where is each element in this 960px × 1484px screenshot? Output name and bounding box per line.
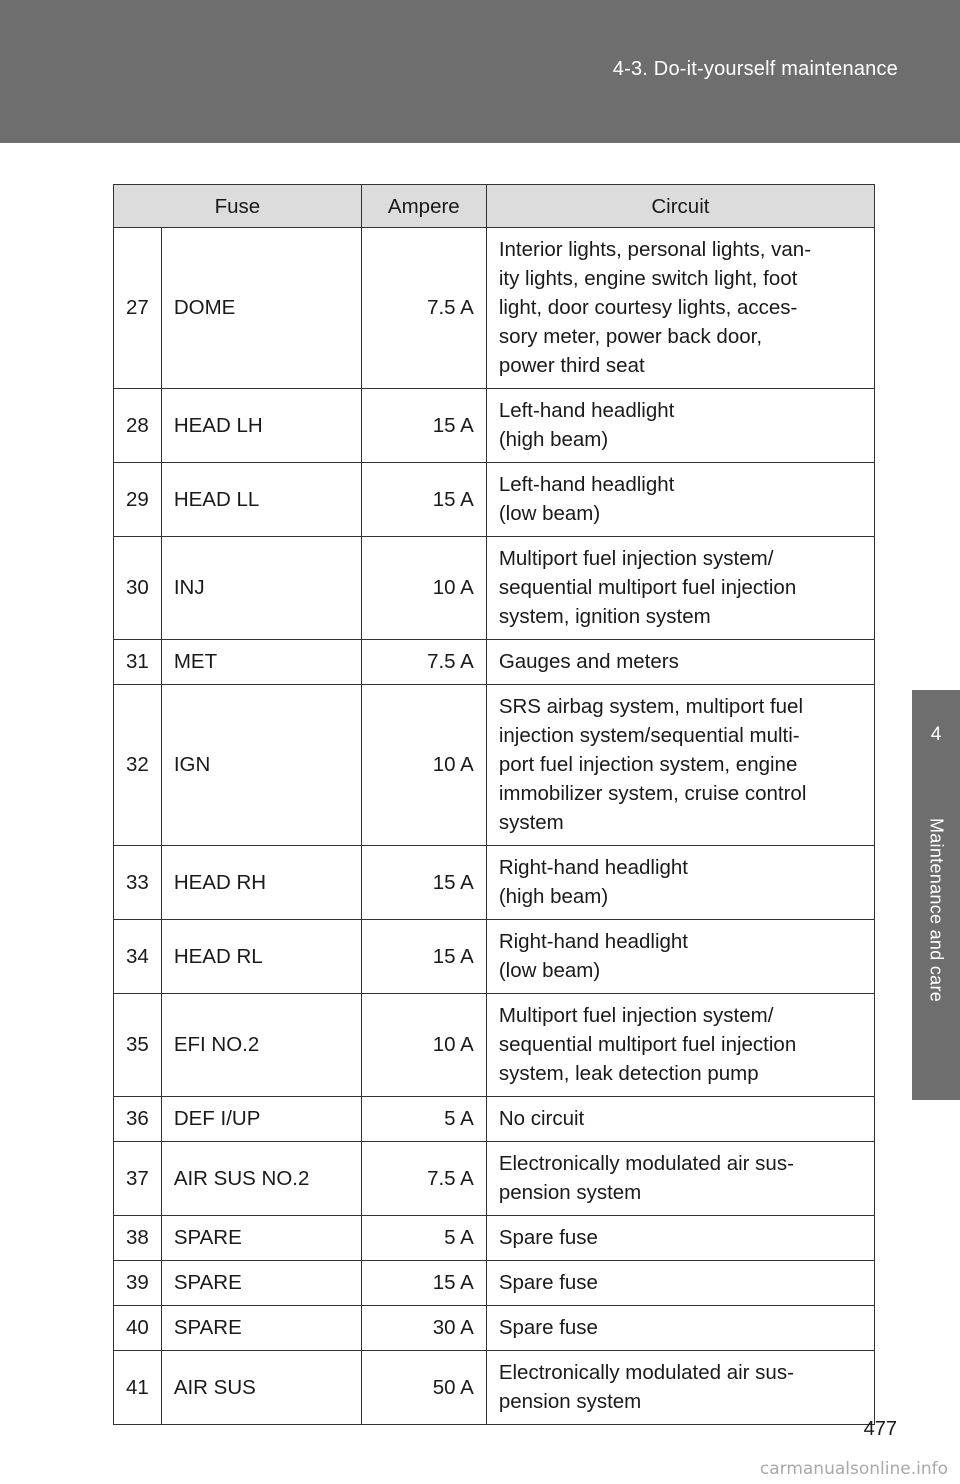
fuse-circuit: Spare fuse	[486, 1216, 874, 1261]
fuse-circuit: Electronically modulated air sus- pension system	[486, 1142, 874, 1216]
chapter-side-tab[interactable]	[912, 690, 960, 1100]
chapter-label: Maintenance and care	[926, 817, 947, 1003]
fuse-number: 33	[114, 846, 162, 920]
fuse-number: 38	[114, 1216, 162, 1261]
header-band	[0, 0, 960, 143]
fuse-ampere: 7.5 A	[361, 1142, 486, 1216]
fuse-circuit: Right-hand headlight (low beam)	[486, 920, 874, 994]
fuse-number: 34	[114, 920, 162, 994]
fuse-number: 29	[114, 463, 162, 537]
table-row	[114, 1351, 875, 1425]
fuse-number: 37	[114, 1142, 162, 1216]
fuse-ampere: 15 A	[361, 1261, 486, 1306]
table-row	[114, 463, 875, 537]
fuse-ampere: 7.5 A	[361, 228, 486, 389]
fuse-ampere: 10 A	[361, 994, 486, 1097]
fuse-circuit: Spare fuse	[486, 1261, 874, 1306]
chapter-number: 4	[930, 724, 942, 745]
table-row	[114, 1306, 875, 1351]
table-row	[114, 537, 875, 640]
fuse-ampere: 30 A	[361, 1306, 486, 1351]
fuse-name: AIR SUS	[161, 1351, 361, 1425]
fuse-name: INJ	[161, 537, 361, 640]
table-row	[114, 228, 875, 389]
table-row	[114, 846, 875, 920]
fuse-circuit: Gauges and meters	[486, 640, 874, 685]
table-row	[114, 1142, 875, 1216]
table-row	[114, 1097, 875, 1142]
table-row	[114, 920, 875, 994]
fuse-name: AIR SUS NO.2	[161, 1142, 361, 1216]
fuse-name: MET	[161, 640, 361, 685]
fuse-name: IGN	[161, 685, 361, 846]
column-header-fuse: Fuse	[114, 185, 362, 228]
fuse-number: 28	[114, 389, 162, 463]
fuse-circuit: Left-hand headlight (low beam)	[486, 463, 874, 537]
fuse-circuit: Right-hand headlight (high beam)	[486, 846, 874, 920]
fuse-name: HEAD RH	[161, 846, 361, 920]
table-row	[114, 994, 875, 1097]
fuse-ampere: 15 A	[361, 389, 486, 463]
fuse-number: 40	[114, 1306, 162, 1351]
column-header-ampere: Ampere	[361, 185, 486, 228]
fuse-ampere: 5 A	[361, 1097, 486, 1142]
fuse-ampere: 15 A	[361, 920, 486, 994]
fuse-number: 30	[114, 537, 162, 640]
fuse-ampere: 15 A	[361, 463, 486, 537]
fuse-ampere: 10 A	[361, 685, 486, 846]
fuse-name: HEAD RL	[161, 920, 361, 994]
watermark: carmanualsonline.info	[759, 1459, 948, 1479]
fuse-name: HEAD LH	[161, 389, 361, 463]
fuse-number: 35	[114, 994, 162, 1097]
fuse-circuit: Spare fuse	[486, 1306, 874, 1351]
table-header-row	[114, 185, 875, 228]
fuse-name: DEF I/UP	[161, 1097, 361, 1142]
fuse-ampere: 50 A	[361, 1351, 486, 1425]
page-number: 477	[863, 1418, 897, 1440]
fuse-number: 31	[114, 640, 162, 685]
fuse-ampere: 15 A	[361, 846, 486, 920]
fuse-name: DOME	[161, 228, 361, 389]
fuse-circuit: Interior lights, personal lights, van- ity lights, engine switch light, foot light, door courtesy lights, acces- sory meter, power back door, power third seat	[486, 228, 874, 389]
section-title: 4-3. Do-it-yourself maintenance	[612, 58, 898, 80]
column-header-circuit: Circuit	[486, 185, 874, 228]
fuse-table	[113, 184, 875, 1425]
fuse-number: 39	[114, 1261, 162, 1306]
table-row	[114, 1261, 875, 1306]
fuse-name: SPARE	[161, 1261, 361, 1306]
fuse-name: SPARE	[161, 1216, 361, 1261]
table-row	[114, 1216, 875, 1261]
table-row	[114, 640, 875, 685]
fuse-name: SPARE	[161, 1306, 361, 1351]
fuse-name: HEAD LL	[161, 463, 361, 537]
fuse-table-body	[114, 228, 875, 1425]
fuse-number: 41	[114, 1351, 162, 1425]
fuse-circuit: Left-hand headlight (high beam)	[486, 389, 874, 463]
fuse-ampere: 7.5 A	[361, 640, 486, 685]
fuse-ampere: 5 A	[361, 1216, 486, 1261]
fuse-number: 32	[114, 685, 162, 846]
fuse-circuit: Multiport fuel injection system/ sequential multiport fuel injection system, leak detection pump	[486, 994, 874, 1097]
fuse-number: 27	[114, 228, 162, 389]
fuse-circuit: Multiport fuel injection system/ sequential multiport fuel injection system, ignition system	[486, 537, 874, 640]
fuse-ampere: 10 A	[361, 537, 486, 640]
table-row	[114, 685, 875, 846]
fuse-circuit: Electronically modulated air sus- pension system	[486, 1351, 874, 1425]
fuse-circuit: No circuit	[486, 1097, 874, 1142]
fuse-name: EFI NO.2	[161, 994, 361, 1097]
fuse-number: 36	[114, 1097, 162, 1142]
table-row	[114, 389, 875, 463]
fuse-circuit: SRS airbag system, multiport fuel injection system/sequential multi- port fuel injection system, engine immobilizer system, cruise control system	[486, 685, 874, 846]
